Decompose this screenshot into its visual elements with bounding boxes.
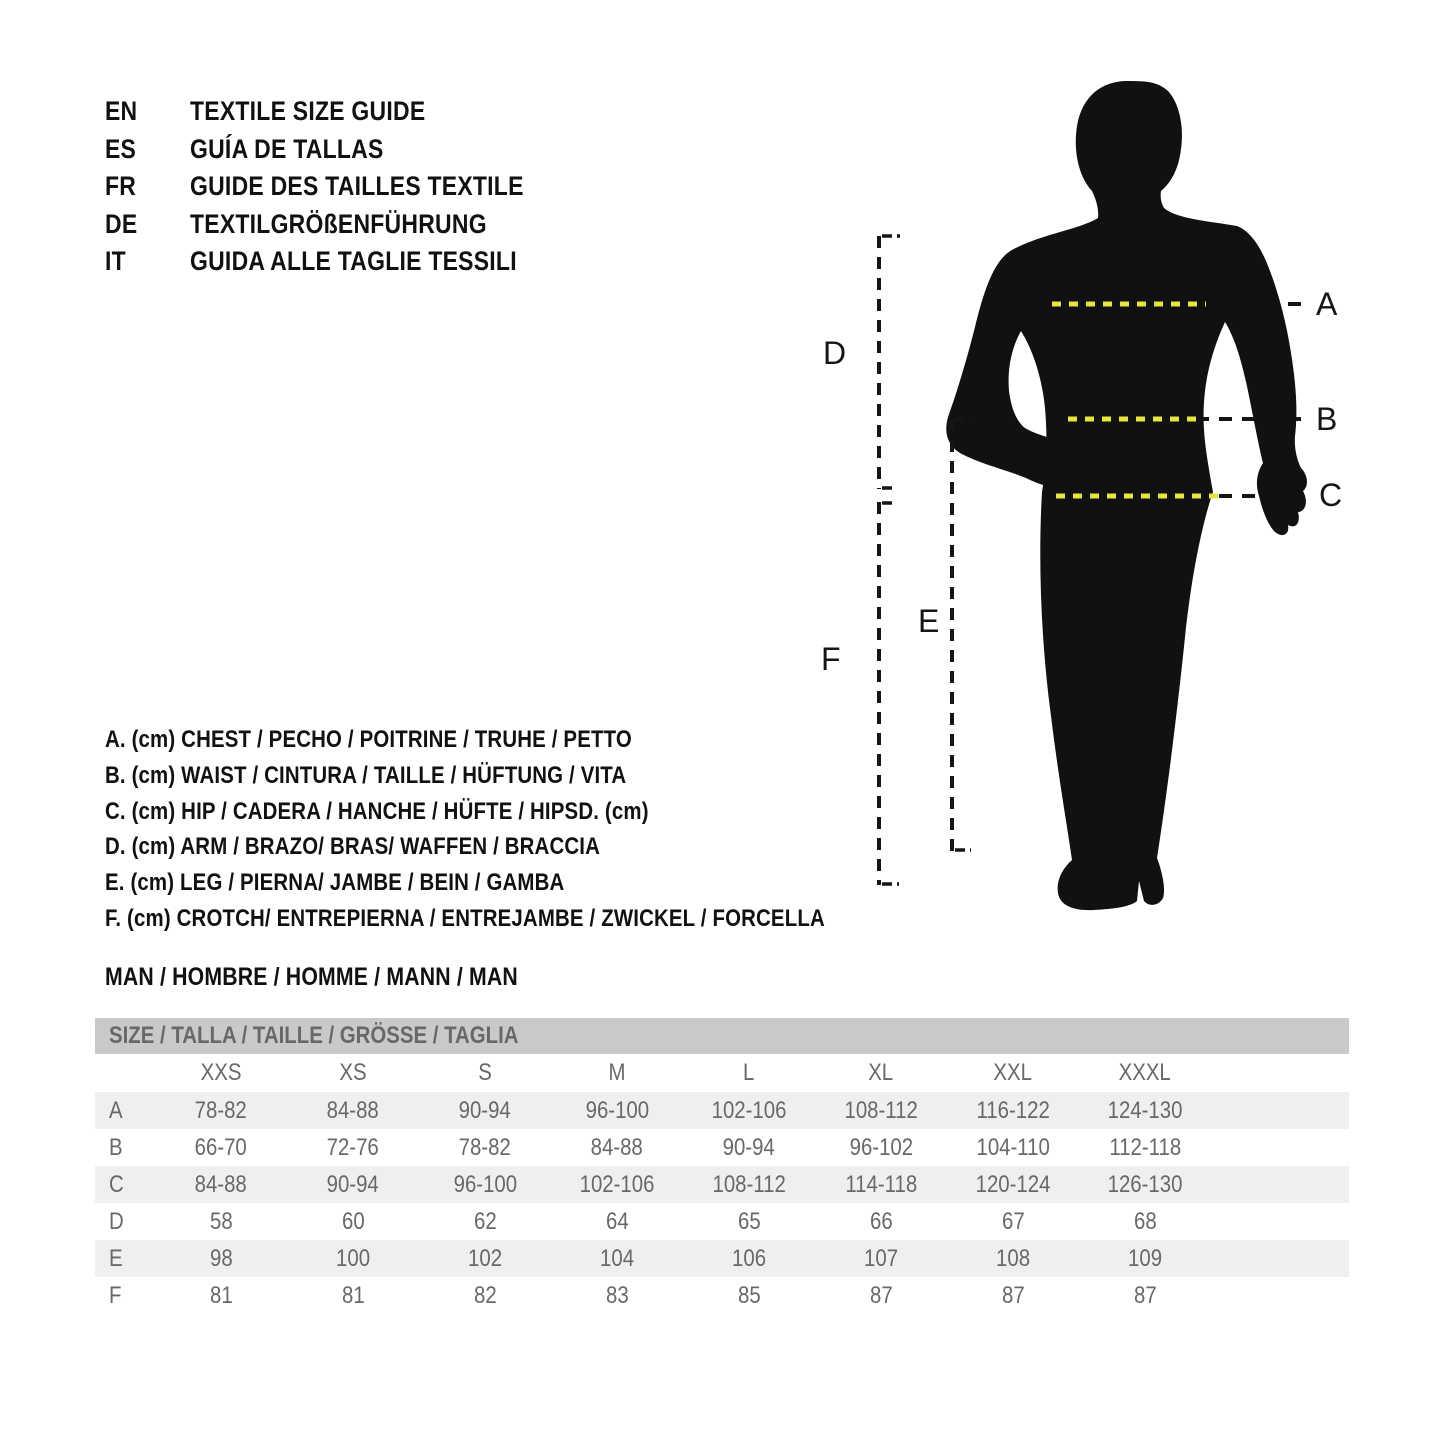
measurement-value-cell: 98: [209, 1244, 233, 1272]
measurement-value-cell: 109: [1127, 1244, 1163, 1272]
guide-title: TEXTILGRÖßENFÜHRUNG: [190, 208, 487, 239]
size-table-body: [95, 1092, 1349, 1314]
size-column-header: L: [743, 1059, 755, 1086]
measurement-value-cell: 90-94: [722, 1133, 776, 1161]
size-column-header: S: [478, 1059, 492, 1086]
measurement-value-cell: 108: [995, 1244, 1031, 1272]
measurement-value-cell: 66-70: [194, 1133, 248, 1161]
measurement-value-cell: 96-102: [849, 1133, 913, 1161]
crotch-label: F: [821, 641, 841, 677]
size-column-header: XXS: [200, 1059, 242, 1086]
measurement-value-cell: 100: [335, 1244, 371, 1272]
measurement-value-cell: 72-76: [326, 1133, 380, 1161]
hip-label: C: [1319, 477, 1343, 513]
size-table-title: SIZE / TALLA / TAILLE / GRÖSSE / TAGLIA: [109, 1022, 519, 1049]
measurement-value-cell: 67: [1001, 1207, 1025, 1235]
guide-title: GUÍA DE TALLAS: [190, 133, 384, 164]
measurement-value-cell: 112-118: [1109, 1133, 1181, 1161]
legend-item: F. (cm) CROTCH/ ENTREPIERNA / ENTREJAMBE / ZWICKEL / FORCELLA: [105, 904, 825, 932]
category-line: MAN / HOMBRE / HOMME / MANN / MAN: [105, 963, 518, 991]
measurement-value-cell: 84-88: [590, 1133, 644, 1161]
measurement-row: [95, 1240, 1349, 1277]
filler-cell: [1211, 1203, 1349, 1240]
measurement-value-cell: 104-110: [976, 1133, 1050, 1161]
measurement-row-label: E: [109, 1244, 123, 1272]
measurement-value-cell: 85: [737, 1281, 761, 1309]
size-column-header: XS: [339, 1059, 367, 1086]
corner-cell: [95, 1054, 155, 1092]
measurement-value-cell: 66: [869, 1207, 893, 1235]
measurement-value-cell: 126-130: [1107, 1170, 1183, 1198]
measurement-value-cell: 78-82: [458, 1133, 512, 1161]
measurement-value-cell: 81: [341, 1281, 365, 1309]
size-table-header-bar: [95, 1018, 1349, 1054]
legend-item: C. (cm) HIP / CADERA / HANCHE / HÜFTE / HIPSD. (cm): [105, 797, 649, 825]
size-table: [95, 1018, 1349, 1314]
waist-label: B: [1316, 401, 1338, 437]
filler-cell: [1211, 1166, 1349, 1203]
chest-label: A: [1316, 286, 1338, 322]
measurement-value-cell: 87: [1001, 1281, 1025, 1309]
sizes-header-row: [95, 1054, 1349, 1092]
legend-item: A. (cm) CHEST / PECHO / POITRINE / TRUHE / PETTO: [105, 726, 632, 753]
measurement-value-cell: 87: [869, 1281, 893, 1309]
leg-label: E: [918, 603, 940, 639]
filler-cell: [1211, 1240, 1349, 1277]
measurement-row: [95, 1277, 1349, 1314]
measurement-value-cell: 60: [341, 1207, 365, 1235]
size-column-header: XL: [868, 1059, 894, 1086]
measurement-value-cell: 102-106: [711, 1096, 787, 1124]
measurement-value-cell: 90-94: [458, 1096, 512, 1124]
measurement-value-cell: 96-100: [585, 1096, 649, 1124]
measurement-row: [95, 1129, 1349, 1166]
measurement-row: [95, 1166, 1349, 1203]
measurement-value-cell: 84-88: [326, 1096, 380, 1124]
filler-cell: [1211, 1277, 1349, 1314]
measurement-row: [95, 1092, 1349, 1129]
legend-item: D. (cm) ARM / BRAZO/ BRAS/ WAFFEN / BRACCIA: [105, 833, 601, 861]
measurement-row-label: D: [109, 1207, 124, 1235]
guide-title: GUIDE DES TAILLES TEXTILE: [190, 171, 524, 201]
measurement-value-cell: 106: [731, 1244, 767, 1272]
measurement-value-cell: 108-112: [844, 1096, 918, 1124]
guide-title: GUIDA ALLE TAGLIE TESSILI: [190, 246, 517, 276]
measurement-legend: [105, 722, 825, 937]
size-column-header: XXXL: [1118, 1059, 1172, 1086]
measurement-row: [95, 1203, 1349, 1240]
filler-cell: [1211, 1054, 1349, 1092]
measurement-value-cell: 116-122: [976, 1096, 1050, 1124]
measurement-row-label: A: [109, 1096, 123, 1124]
measurement-value-cell: 84-88: [194, 1170, 248, 1198]
legend-item: E. (cm) LEG / PIERNA/ JAMBE / BEIN / GAMBA: [105, 869, 565, 897]
language-code: DE: [105, 208, 138, 239]
measurement-value-cell: 114-118: [845, 1170, 917, 1198]
filler-cell: [1211, 1129, 1349, 1166]
measurement-value-cell: 58: [209, 1207, 233, 1235]
measurement-row-label: F: [109, 1281, 122, 1309]
measurement-value-cell: 108-112: [712, 1170, 786, 1198]
language-code: FR: [105, 171, 137, 201]
measurement-value-cell: 65: [737, 1207, 761, 1235]
measurement-value-cell: 107: [863, 1244, 899, 1272]
measurement-value-cell: 102-106: [579, 1170, 655, 1198]
measurement-value-cell: 68: [1133, 1207, 1157, 1235]
measurement-value-cell: 90-94: [326, 1170, 380, 1198]
size-column-header: M: [608, 1059, 626, 1086]
language-code: IT: [105, 246, 126, 276]
measurement-row-label: C: [109, 1170, 124, 1198]
measurement-value-cell: 64: [605, 1207, 629, 1235]
measurement-value-cell: 87: [1133, 1281, 1157, 1309]
language-code: ES: [105, 133, 137, 164]
measurement-value-cell: 124-130: [1107, 1096, 1183, 1124]
measurement-value-cell: 81: [209, 1281, 233, 1309]
language-code: EN: [105, 96, 138, 126]
measurement-row-label: B: [109, 1133, 123, 1161]
size-column-header: XXL: [993, 1059, 1033, 1086]
measurement-value-cell: 62: [473, 1207, 497, 1235]
measurement-value-cell: 78-82: [194, 1096, 248, 1124]
size-table-grid: [95, 1054, 1349, 1314]
arm-label: D: [823, 335, 847, 371]
measurement-value-cell: 83: [605, 1281, 629, 1309]
measurement-value-cell: 82: [473, 1281, 497, 1309]
measurement-value-cell: 104: [599, 1244, 635, 1272]
measurement-value-cell: 120-124: [975, 1170, 1051, 1198]
measurement-value-cell: 96-100: [453, 1170, 517, 1198]
filler-cell: [1211, 1092, 1349, 1129]
legend-item: B. (cm) WAIST / CINTURA / TAILLE / HÜFTUNG / VITA: [105, 761, 627, 789]
measurement-value-cell: 102: [467, 1244, 503, 1272]
guide-title: TEXTILE SIZE GUIDE: [190, 96, 426, 126]
